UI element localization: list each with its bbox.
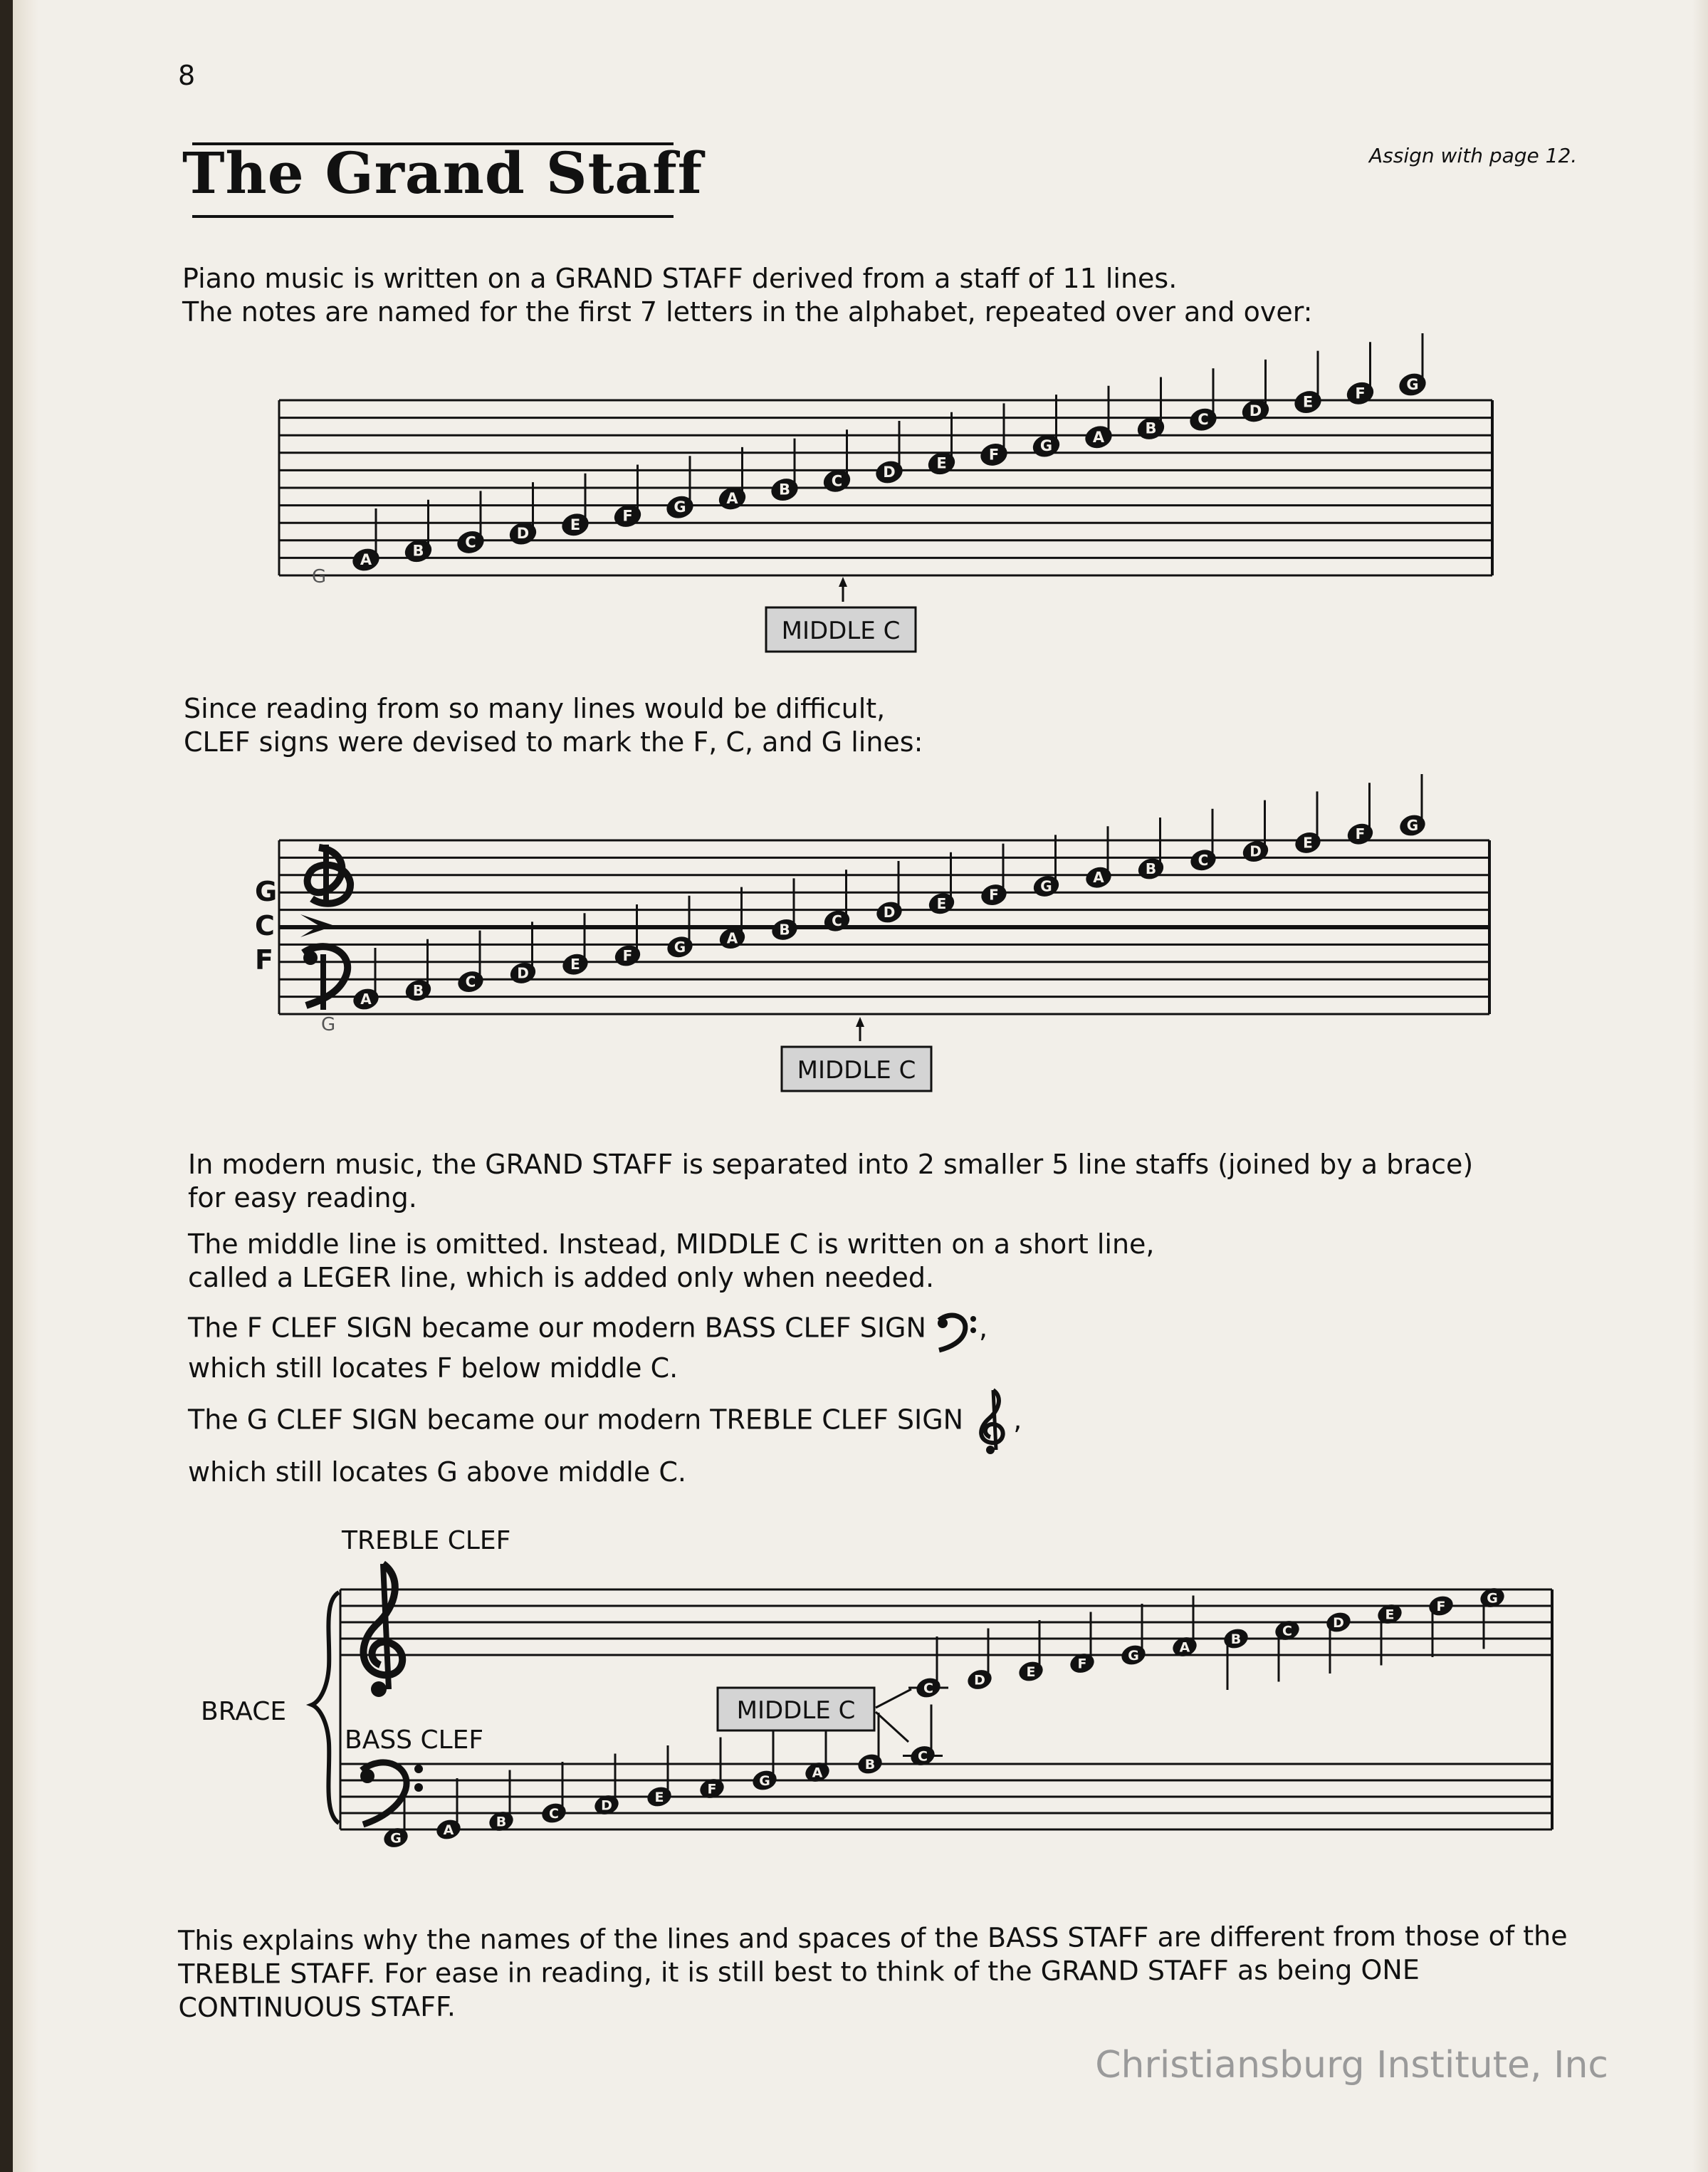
svg-text:D: D [883, 464, 896, 481]
svg-text:C: C [465, 533, 476, 551]
svg-text:C: C [832, 912, 842, 930]
svg-text:B: B [779, 921, 790, 939]
staff2-middle-c-label: MIDDLE C [797, 1056, 916, 1085]
closing-line-1: This explains why the names of the lines and spaces of the BASS STAFF are different from those of the [178, 1920, 1568, 1956]
bass-note [750, 1729, 779, 1793]
svg-text:G: G [390, 1830, 402, 1847]
modern-p2-line-2: called a LEGER line, which is added only when needed. [188, 1262, 935, 1293]
closing-line-3: CONTINUOUS STAFF. [178, 1990, 456, 2023]
treble-note [1427, 1593, 1455, 1657]
svg-text:F: F [622, 947, 633, 964]
svg-text:C: C [1198, 851, 1209, 869]
svg-text:A: A [726, 489, 738, 507]
modern-p2-line-1: The middle line is omitted. Instead, MIDDLE C is written on a short line, [188, 1228, 1155, 1260]
svg-text:B: B [412, 981, 424, 999]
svg-text:C: C [831, 472, 843, 490]
svg-text:B: B [1145, 419, 1157, 437]
bass-note [698, 1738, 726, 1802]
grand-staff-lines [340, 1589, 1552, 1829]
svg-text:G: G [759, 1773, 770, 1789]
svg-text:D: D [1249, 402, 1262, 419]
closing-line-2: TREBLE STAFF. For ease in reading, it is still best to think of the GRAND STAFF as being ONE [178, 1953, 1420, 1990]
page-number: 8 [178, 60, 196, 91]
assign-note: Assign with page 12. [1369, 144, 1578, 167]
svg-text:C: C [923, 1681, 933, 1696]
page-title: The Grand Staff [182, 140, 703, 207]
treble-note [1273, 1618, 1301, 1682]
svg-text:B: B [778, 481, 791, 498]
treble-clef-symbol [363, 1564, 402, 1697]
modern-p3-line-2: which still locates F below middle C. [188, 1352, 679, 1384]
middle-c-pointer-down [876, 1712, 908, 1742]
svg-text:A: A [360, 991, 372, 1008]
treble-note [1119, 1604, 1148, 1668]
svg-text:E: E [1385, 1607, 1395, 1623]
svg-text:A: A [360, 551, 372, 568]
svg-text:F: F [1355, 385, 1366, 402]
modern-p1-line-1: In modern music, the GRAND STAFF is separated into 2 smaller 5 line staffs (joined by a brace) [188, 1149, 1474, 1180]
modern-p3-line-1: The F CLEF SIGN became our modern BASS CLEF SIGN [188, 1312, 926, 1344]
staff2-below-note: G [321, 1014, 336, 1035]
svg-text:D: D [516, 525, 530, 543]
bass-note [908, 1705, 937, 1769]
clef-letter-c: C [255, 910, 275, 941]
svg-text:F: F [1355, 825, 1366, 843]
svg-text:A: A [1092, 428, 1105, 446]
svg-text:D: D [974, 1672, 985, 1688]
svg-text:B: B [1230, 1631, 1242, 1647]
brace-icon [312, 1592, 339, 1823]
svg-text:G: G [1128, 1648, 1139, 1664]
clef-intro-line-2: CLEF signs were devised to mark the F, C, and G lines: [184, 726, 923, 758]
staff1-below-note: G [312, 566, 327, 588]
svg-text:G: G [1406, 817, 1419, 834]
bass-note [645, 1745, 674, 1810]
svg-text:B: B [864, 1757, 876, 1772]
staff1-middle-c-label: MIDDLE C [781, 617, 901, 645]
svg-text:F: F [989, 886, 999, 904]
svg-text:B: B [496, 1814, 507, 1830]
modern-p1-line-2: for easy reading. [188, 1182, 417, 1213]
svg-text:B: B [412, 542, 424, 560]
grand-staff-diagram [13, 0, 1708, 2172]
bass-clef-label: BASS CLEF [345, 1725, 484, 1755]
svg-text:F: F [1077, 1656, 1087, 1672]
svg-text:F: F [707, 1781, 717, 1797]
svg-text:C: C [918, 1748, 928, 1765]
bass-note [540, 1762, 568, 1826]
svg-text:G: G [674, 498, 686, 516]
bass-clef-symbol [360, 1763, 423, 1824]
svg-text:A: A [1093, 869, 1104, 887]
treble-note [1222, 1626, 1250, 1690]
bass-note [434, 1778, 463, 1842]
closing-paragraph [178, 1919, 1568, 2025]
brace-label: BRACE [201, 1697, 287, 1726]
clef-letter-g: G [255, 876, 278, 907]
svg-text:E: E [936, 894, 947, 912]
svg-text:G: G [1040, 877, 1052, 895]
svg-text:C: C [465, 973, 476, 991]
svg-text:A: A [726, 929, 738, 947]
treble-note [1017, 1620, 1045, 1684]
svg-text:G: G [1039, 437, 1053, 455]
treble-note [1324, 1609, 1353, 1674]
svg-text:E: E [936, 454, 947, 472]
svg-text:E: E [654, 1790, 664, 1805]
svg-text:D: D [883, 904, 896, 921]
treble-note [914, 1636, 943, 1701]
svg-text:A: A [1179, 1639, 1190, 1656]
svg-text:E: E [1303, 834, 1313, 852]
svg-text:D: D [601, 1797, 612, 1814]
svg-text:F: F [988, 446, 1000, 464]
watermark: Christiansburg Institute, Inc [1095, 2044, 1608, 2087]
clef-letter-f: F [255, 944, 273, 976]
grand-middle-c-label: MIDDLE C [736, 1696, 856, 1725]
modern-p4-comma: , [1013, 1404, 1022, 1436]
svg-text:E: E [1302, 393, 1314, 411]
book-page [13, 0, 1708, 2172]
svg-text:D: D [517, 964, 529, 982]
svg-text:F: F [1436, 1599, 1446, 1614]
svg-text:G: G [1406, 376, 1419, 393]
svg-text:A: A [812, 1765, 823, 1781]
intro-line-1: Piano music is written on a GRAND STAFF derived from a staff of 11 lines. [182, 263, 1178, 294]
svg-text:B: B [1145, 860, 1157, 877]
svg-text:C: C [549, 1806, 559, 1822]
modern-p3-comma: , [979, 1312, 988, 1344]
svg-text:G: G [674, 938, 686, 956]
svg-text:D: D [1333, 1615, 1344, 1631]
svg-text:E: E [570, 516, 581, 533]
intro-line-2: The notes are named for the first 7 letters in the alphabet, repeated over and over: [182, 296, 1313, 328]
svg-text:E: E [1026, 1664, 1036, 1680]
svg-text:G: G [1487, 1590, 1498, 1607]
treble-clef-label: TREBLE CLEF [342, 1526, 511, 1555]
svg-text:C: C [1198, 411, 1209, 429]
svg-text:E: E [570, 956, 580, 973]
treble-notes [908, 1585, 1507, 1701]
svg-text:D: D [1249, 842, 1262, 860]
clef-intro-line-1: Since reading from so many lines would be difficult, [184, 693, 886, 724]
svg-text:F: F [622, 507, 633, 525]
modern-p4-line-1: The G CLEF SIGN became our modern TREBLE CLEF SIGN [188, 1404, 964, 1436]
svg-text:C: C [1282, 1623, 1292, 1639]
middle-c-pointer-up [876, 1689, 911, 1708]
modern-p4-line-2: which still locates G above middle C. [188, 1456, 686, 1488]
svg-text:A: A [443, 1822, 454, 1838]
